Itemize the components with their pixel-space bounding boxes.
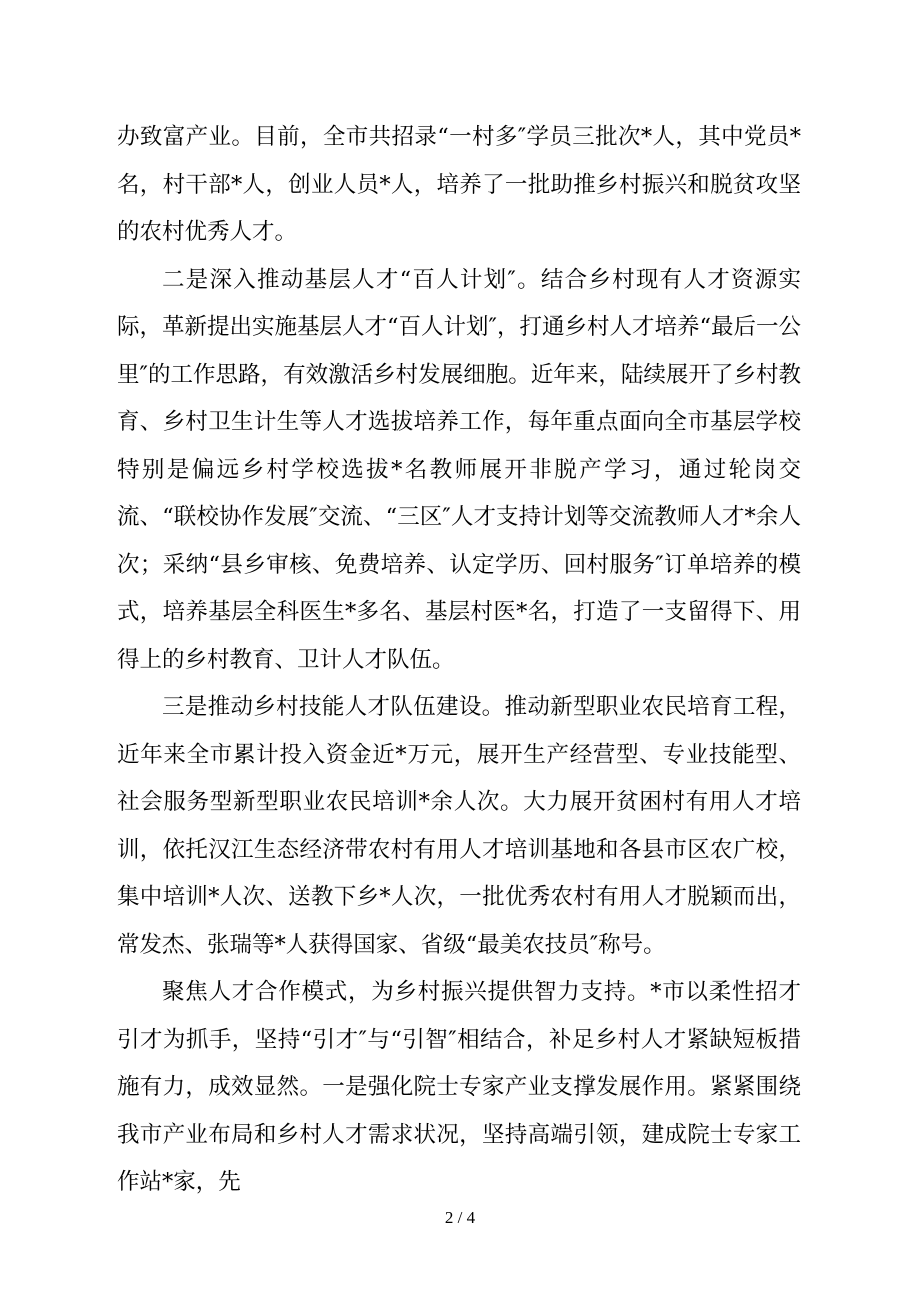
document-body xyxy=(117,114,801,1207)
paragraph-2: 二是深入推动基层人才“百人计划″。结合乡村现有人才资源实际，革新提出实施基层人才“百人计划″，打通乡村人才培养“最后一公里″的工作思路，有效激活乡村发展细胞。近年来，陆续展开了乡村教育、乡村卫生计生等人才选拔培养工作，每年重点面向全市基层学校特别是偏远乡村学校选拔*名教师展开非脱产学习，通过轮岗交流、“联校协作发展″交流、“三区″人才支持计划等交流教师人才*余人次；采纳“县乡审核、免费培养、认定学历、回村服务″订单培养的模式，培养基层全科医生*多名、基层村医*名，打造了一支留得下、用得上的乡村教育、卫计人才队伍。 xyxy=(117,266,801,673)
paragraph-1: 办致富产业。目前，全市共招录“一村多″学员三批次*人，其中党员*名，村干部*人，创业人员*人，培养了一批助推乡村振兴和脱贫攻坚的农村优秀人才。 xyxy=(117,124,801,245)
page-number: 2 / 4 xyxy=(444,1208,476,1227)
paragraph-3: 三是推动乡村技能人才队伍建设。推动新型职业农民培育工程，近年来全市累计投入资金近*万元，展开生产经营型、专业技能型、社会服务型新型职业农民培训*余人次。大力展开贫困村有用人才培训，依托汉江生态经济带农村有用人才培训基地和各县市区农广校，集中培训*人次、送教下乡*人次，一批优秀农村有用人才脱颖而出，常发杰、张瑞等*人获得国家、省级“最美农技员″称号。 xyxy=(117,694,801,958)
paragraph-4: 聚焦人才合作模式，为乡村振兴提供智力支持。*市以柔性招才引才为抓手，坚持“引才″与“引智″相结合，补足乡村人才紧缺短板措施有力，成效显然。一是强化院士专家产业支撑发展作用。紧紧围绕我市产业布局和乡村人才需求状况，坚持高端引领，建成院士专家工作站*家，先 xyxy=(117,979,801,1195)
